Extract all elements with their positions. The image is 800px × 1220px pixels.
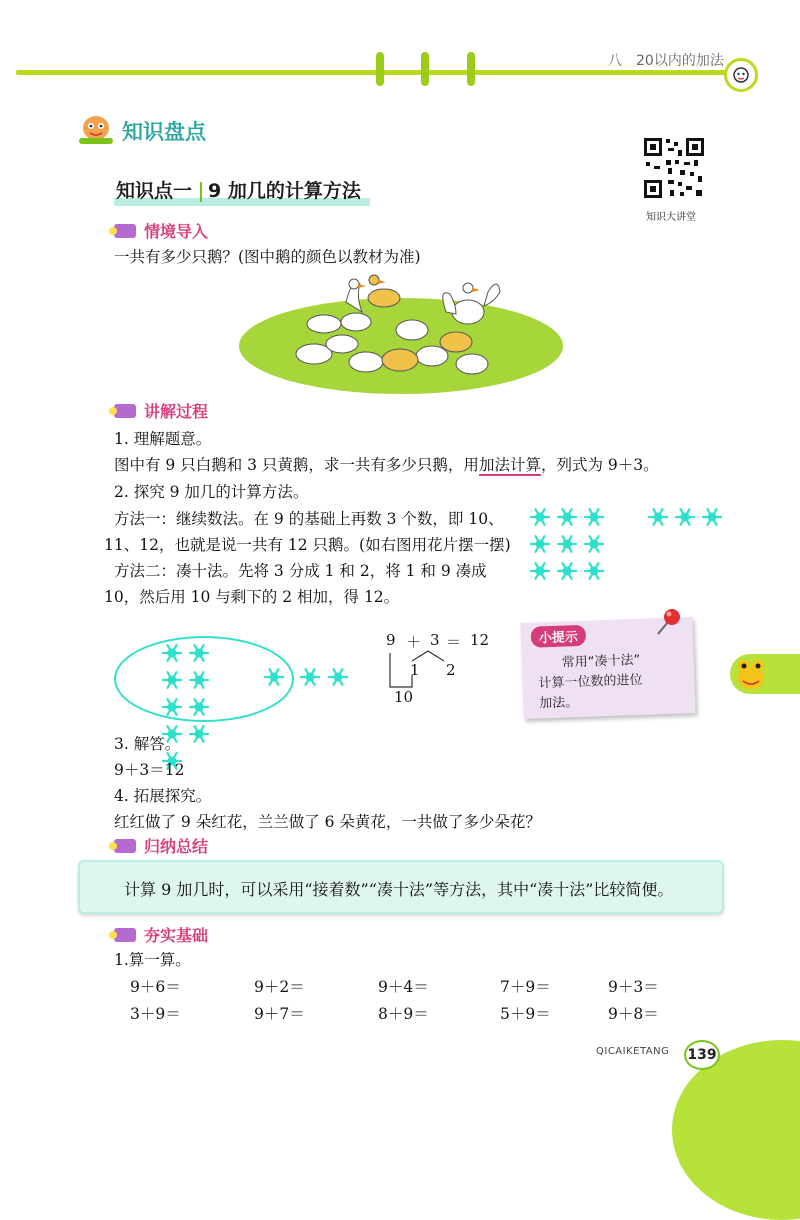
frog-icon <box>734 654 768 698</box>
flake-counter-icon <box>555 559 579 583</box>
scenario-heading <box>114 219 208 242</box>
eq-plus: ＋ <box>406 633 422 651</box>
scenario-question: 一共有多少只鹅？(图中鹅的颜色以教材为准) <box>114 248 421 266</box>
practice-item: 9＋2＝ <box>254 978 305 996</box>
explain-heading <box>114 399 208 422</box>
section-title: 知识盘点 <box>122 120 206 144</box>
practice-item: 3＋9＝ <box>130 1005 181 1023</box>
practice-item: 9＋3＝ <box>608 978 659 996</box>
step-1-text-highlight: 加法计算 <box>478 456 541 474</box>
step-3: 3. 解答。 <box>114 735 181 753</box>
summary-text: 计算 9 加几时，可以采用“接着数”“凑十法”等方法，其中“凑十法”比较简便。 <box>124 880 674 899</box>
practice-item: 9＋4＝ <box>378 978 429 996</box>
binder-ring <box>467 52 475 86</box>
scenario-heading-label: 情境导入 <box>144 222 209 241</box>
flake-counter-icon <box>582 532 606 556</box>
tip-title: 小提示 <box>531 625 587 648</box>
flake-counter-icon <box>582 559 606 583</box>
make-ten-equation <box>384 631 504 711</box>
ten-value: 10 <box>394 688 414 706</box>
flake-counter-icon <box>187 668 211 692</box>
flake-counter-icon <box>160 641 184 665</box>
flake-counter-icon <box>187 722 211 746</box>
binder-ring <box>376 52 384 86</box>
eq-a: 9 <box>386 631 396 649</box>
flake-counter-icon <box>646 505 670 529</box>
flake-grid-remaining <box>298 665 354 693</box>
flake-counter-icon <box>555 532 579 556</box>
qr-code[interactable] <box>642 136 706 200</box>
step-1-text <box>114 453 659 475</box>
footer-brand: QICAIKETANG <box>596 1046 670 1057</box>
flake-counter-icon <box>582 505 606 529</box>
step-1-text-c: ，列式为 9＋3。 <box>540 456 659 474</box>
knowledge-point-divider <box>200 182 202 202</box>
tag-icon <box>114 224 136 238</box>
eq-result: 12 <box>470 631 490 649</box>
practice-heading <box>114 923 208 946</box>
step-2: 2. 探究 9 加几的计算方法。 <box>114 483 309 501</box>
practice-item: 8＋9＝ <box>378 1005 429 1023</box>
tip-line-1: 常用“凑十法” <box>561 652 641 671</box>
flake-counter-icon <box>700 505 724 529</box>
tag-icon <box>114 928 136 942</box>
flake-counter-icon <box>160 668 184 692</box>
practice-item: 7＋9＝ <box>500 978 551 996</box>
answer: 9＋3＝12 <box>114 761 185 779</box>
practice-item: 9＋7＝ <box>254 1005 305 1023</box>
binder-ring <box>421 52 429 86</box>
eq-b: 3 <box>430 631 440 649</box>
split-2: 2 <box>446 661 456 679</box>
method-2-line-2: 10，然后用 10 与剩下的 2 相加，得 12。 <box>104 588 400 606</box>
tag-icon <box>114 839 136 853</box>
flake-counter-icon <box>187 695 211 719</box>
tip-line-3: 加法。 <box>538 695 579 712</box>
section-mascot-icon <box>76 110 116 150</box>
tag-icon <box>114 404 136 418</box>
split-1: 1 <box>410 661 420 679</box>
method-2-line-1: 方法二：凑十法。先将 3 分成 1 和 2，将 1 和 9 凑成 <box>114 562 487 580</box>
extend-question: 红红做了 9 朵红花，兰兰做了 6 朵黄花，一共做了多少朵花？ <box>114 813 541 831</box>
step-1: 1. 理解题意。 <box>114 430 212 448</box>
summary-heading <box>114 834 208 857</box>
page-number: 139 <box>684 1040 720 1070</box>
tip-line-2: 计算一位数的进位 <box>538 672 643 692</box>
method-1-line-2: 11、12，也就是说一共有 12 只鹅。(如右图用花片摆一摆) <box>104 536 511 554</box>
method-1-line-1: 方法一：继续数法。在 9 的基础上再数 3 个数，即 10、 <box>114 510 504 528</box>
flake-counter-icon <box>187 641 211 665</box>
step-1-text-a: 图中有 9 只白鹅和 3 只黄鹅，求一共有多少只鹅，用 <box>114 456 479 474</box>
explain-heading-label: 讲解过程 <box>144 402 209 421</box>
flake-counter-icon <box>673 505 697 529</box>
flake-grid-three <box>646 505 728 532</box>
flake-counter-icon <box>528 559 552 583</box>
practice-item: 9＋8＝ <box>608 1005 659 1023</box>
knowledge-point-title: 9 加几的计算方法 <box>208 180 361 202</box>
flake-counter-icon <box>326 665 350 689</box>
practice-heading-label: 夯实基础 <box>144 926 209 945</box>
summary-heading-label: 归纳总结 <box>144 837 209 856</box>
step-4: 4. 拓展探究。 <box>114 787 212 805</box>
flake-counter-icon <box>160 695 184 719</box>
practice-item: 5＋9＝ <box>500 1005 551 1023</box>
flake-counter-icon <box>555 505 579 529</box>
header-chapter: 八 20以内的加法 <box>608 53 724 69</box>
flake-grid-nine <box>528 505 610 586</box>
flake-counter-icon <box>528 505 552 529</box>
practice-question-1: 1.算一算。 <box>114 951 191 969</box>
chapter-badge-icon <box>724 58 758 92</box>
flake-counter-icon <box>262 665 286 689</box>
qr-caption: 知识大讲堂 <box>646 212 696 223</box>
knowledge-point-label: 知识点一 <box>116 180 193 202</box>
eq-equals: ＝ <box>446 633 462 651</box>
knowledge-point-header <box>114 176 370 206</box>
geese-illustration <box>236 272 566 400</box>
flake-counter-icon <box>528 532 552 556</box>
pushpin-icon <box>650 606 684 644</box>
practice-item: 9＋6＝ <box>130 978 181 996</box>
flake-counter-icon <box>298 665 322 689</box>
flake-grid-ten <box>160 641 240 776</box>
